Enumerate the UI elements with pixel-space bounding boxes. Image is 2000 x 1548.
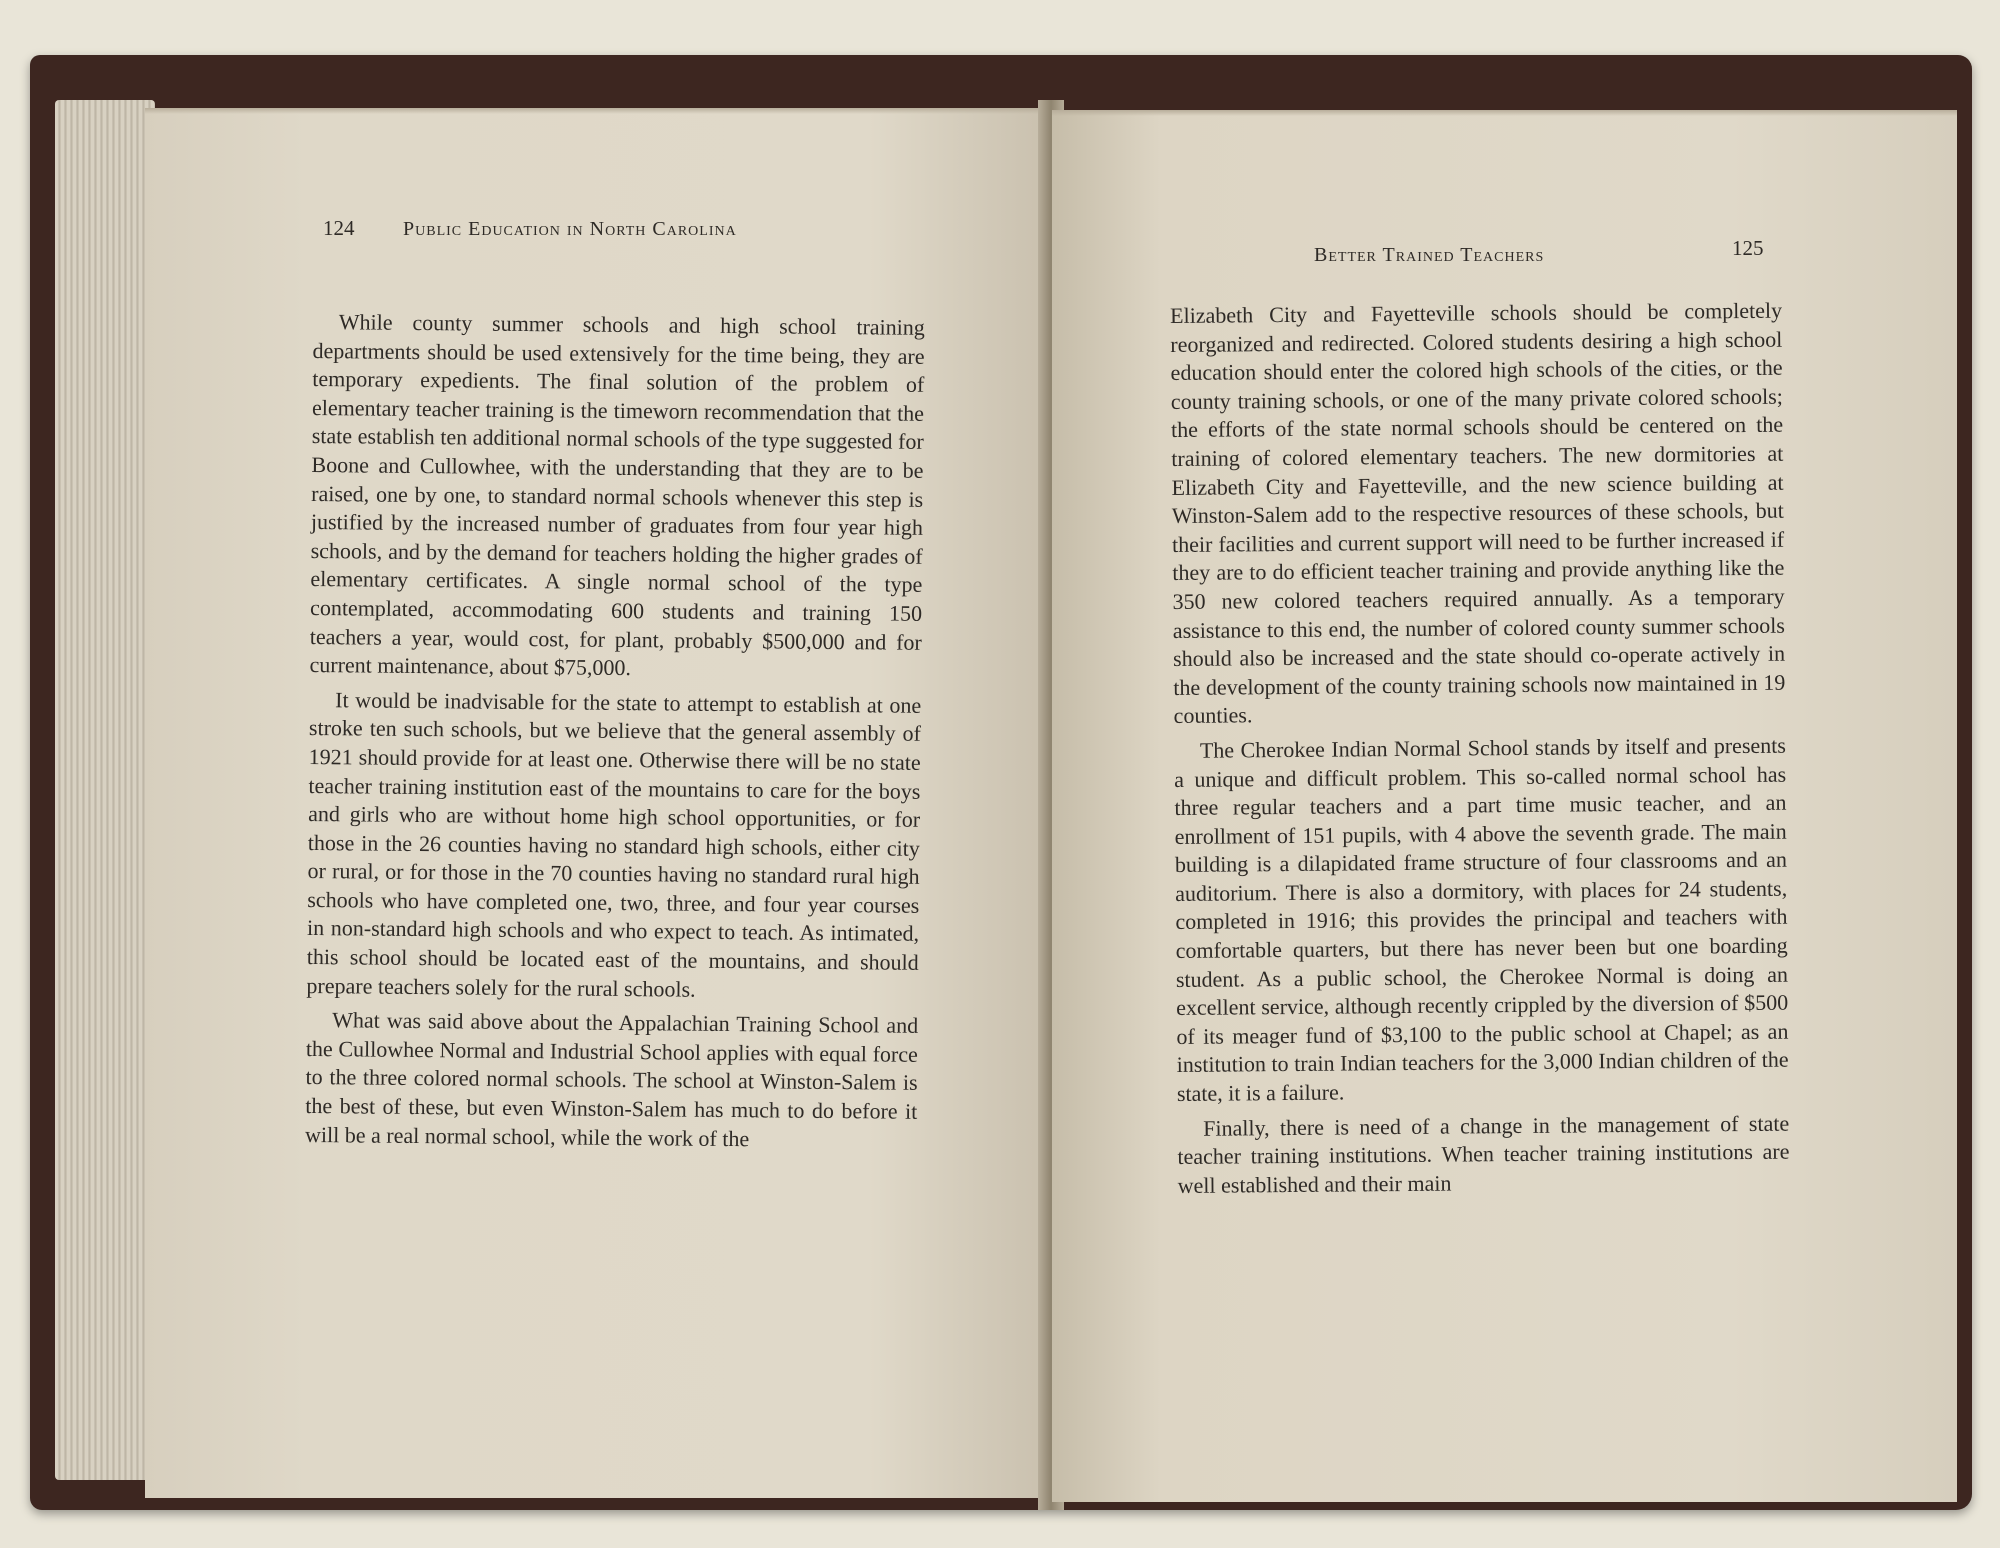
page-shadow (145, 108, 1050, 114)
right-page-number: 125 (1732, 236, 1764, 260)
left-paragraph-1: While county summer schools and high school training departments should be used extensively for the time being, they are temporary expedients. The final solution of the problem of elementary teacher training is the timeworn recommendation that the state establish ten additional normal schools of the type suggested for Boone and Cullowhee, with the understanding that they are to be raised, one by one, to standard normal schools whenever this step is justified by the increased number of graduates from four year high schools, and by the demand for teachers holding the higher grades of elementary certificates. A single normal school of the type contemplated, accommodating 600 students and training 150 teachers a year, would cost, for plant, probably $500,000 and for current maintenance, about $75,000. (309, 309, 925, 681)
right-text-block (1170, 297, 1790, 1207)
left-page-number: 124 (323, 216, 355, 240)
left-running-head: Public Education in North Carolina (403, 218, 737, 240)
right-continuation-paragraph: Elizabeth City and Fayetteville schools should be completely reorganized and redirected. Colored students desiring a high school education should enter the colored high schools of the cities, or the county training schools, or one of the many private colored schools; the efforts of the state normal schools should be centered on the training of colored elementary teachers. The new dormitories at Elizabeth City and Fayetteville, and the new science building at Winston-Salem add to the respective resources of these schools, but their facilities and current support will need to be further increased if they are to do efficient teacher training and provide anything like the 350 new colored teachers required annually. As a temporary assistance to this end, the number of colored county summer schools should also be increased and the state should co-operate actively in the development of the county training schools now maintained in 19 counties. (1170, 297, 1786, 729)
left-paragraph-2: It would be inadvisable for the state to attempt to establish at one stroke ten such schools, but we believe that the general assembly of 1921 should provide for at least one. Otherwise there will be no state teacher training institution east of the mountains to care for the boys and girls who are without home high school opportunities, or for those in the 26 counties having no standard high schools, either city or rural, or for those in the 70 counties having no standard rural high schools who have completed one, two, three, and four year courses in non-standard high schools and who expect to teach. As intimated, this school should be located east of the mountains, and should prepare teachers solely for the rural schools. (306, 686, 922, 1002)
right-paragraph-1: The Cherokee Indian Normal School stands by itself and presents a unique and difficult problem. This so-called normal school has three regular teachers and a part time music teacher, and an enrollment of 151 pupils, with 4 above the seventh grade. The main building is a dilapidated frame structure of four classrooms and an auditorium. There is also a dormitory, with places for 24 students, completed in 1916; this provides the principal and teachers with comfortable quarters, but there has never been but one boarding student. As a public school, the Cherokee Normal is doing an excellent service, although recently crippled by the diversion of $500 of its meager fund of $3,100 to the public school at Chapel; as an institution to train Indian teachers for the 3,000 Indian children of the state, it is a failure. (1174, 732, 1789, 1107)
page-edges (55, 100, 155, 1480)
right-page (1052, 110, 1957, 1502)
left-page (145, 108, 1050, 1498)
left-paragraph-3: What was said above about the Appalachian Training School and the Cullowhee Normal and Industrial School applies with equal force to the three colored normal schools. The school at Winston-Salem is the best of these, but even Winston-Salem has much to do before it will be a real normal school, while the work of the (304, 1007, 919, 1151)
left-text-block (305, 308, 925, 1161)
page-shadow (1052, 110, 1957, 116)
right-paragraph-2: Finally, there is need of a change in the management of state teacher training institutions. When teacher training institutions are well established and their main (1177, 1110, 1790, 1198)
right-running-head: Better Trained Teachers (1314, 244, 1545, 266)
